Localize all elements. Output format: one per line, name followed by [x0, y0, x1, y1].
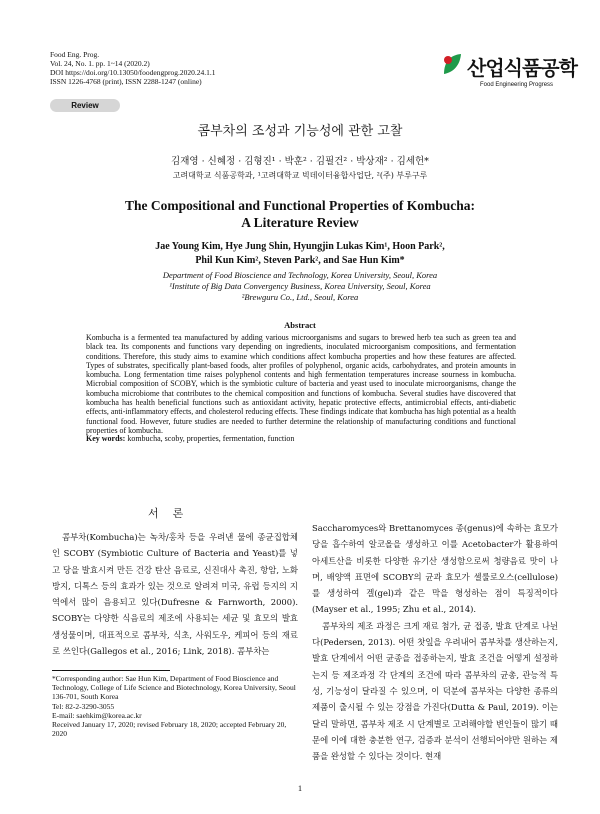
- journal-meta: [50, 50, 215, 86]
- keywords-list: kombucha, scoby, properties, fermentation, function: [127, 434, 295, 443]
- body-paragraph: Saccharomyces와 Brettanomyces 종(genus)에 속하는 효모가 당을 흡수하여 알코올을 생성하고 이를 Acetobacter가 활용하여 아세트산을 비롯한 다양한 유기산 생성함으로써 청량음료 맛이 나며, 배양액 표면에 SCOBY의 균과 효모가 셀룰로오스(cellulose)를 생성하여 겔(gel)과 같은 막을 형성하는 점이 특징적이다(Mayser et al., 1995; Zhu et al., 2014).: [312, 523, 558, 615]
- logo-leaf-icon: [440, 52, 464, 78]
- journal-name: Food Eng. Prog.: [50, 50, 100, 59]
- korean-authors: 김재영 · 신혜정 · 김형진¹ · 박훈² · 김필건² · 박상재² · 김세헌*: [171, 156, 429, 167]
- body-paragraph: 콤부차의 제조 과정은 크게 재료 첨가, 균 접종, 발효 단계로 나뉜다(Pedersen, 2013). 어떤 찻잎을 우려내어 콤부차를 생산하는지, 발효 단계에서 어떤 균종을 접종하는지, 발효 조건을 어떻게 설정하는지 등 제조과정 각 단계의 조건에 따라 콤부차의 균총, 관능적 특성, 기능성이 달라질 수 있으며, 이 덕분에 콤부차는 다양한 종류의 제품이 출시될 수 있는 강점을 가진다(Dutta & Paul, 2019). 이는 달리 말하면, 콤부차 제조 시 단계별로 고려해야할 변인들이 많기 때문에 이에 대한 충분한 연구, 검증과 분석이 선행되어야만 원하는 제품을 완성할 수 있다는 것이다. 현재: [312, 620, 558, 762]
- english-authors: [0, 240, 600, 268]
- body-right-column: [312, 520, 558, 764]
- footnote-corresponding: *Corresponding author: Sae Hun Kim, Department of Food Bioscience and Technology, College of Life Science and Biotechnology, Korea University, Seoul 136-701, South Korea: [52, 674, 296, 702]
- article-type-badge: Review: [50, 99, 120, 112]
- body-paragraph: 콤부차(Kombucha)는 녹차/홍차 등을 우려낸 물에 종균집합체인 SCOBY (Symbiotic Culture of Bacteria and Yeast)를 넣고 당을 발효시켜 만든 건강 탄산 음료로, 신진대사 촉진, 항암, 노화방지, 디톡스 등의 효과가 있는 것으로 알려져 미국, 유럽 등지의 지역에서 많이 음용되고 있다(Dufresne & Farnworth, 2000). SCOBY는 다양한 식음료의 제조에 사용되는 세균 및 효모의 발효 생성물이며, 대표적으로 콤부차, 식초, 사워도우, 케피어 등의 재료로 쓰인다(Gallegos et al., 2016; Link, 2018). 콤부차는: [52, 532, 298, 657]
- korean-title: 콤부차의 조성과 기능성에 관한 고찰: [197, 124, 403, 139]
- body-left-column: [52, 529, 298, 659]
- footnote-email[interactable]: E-mail: saehkim@korea.ac.kr: [52, 710, 142, 720]
- abstract-text: Kombucha is a fermented tea manufactured by adding various microorganisms and sugars to brewed herb tea such as green tea and black tea. Its components and functions vary depending on ingredients, inoculated microorganism compositions, and fermentation conditions. Therefore, this study aims to examine which conditions affect kombucha properties and how these features are affected. Types of substrates, specifically plant-based foods, alter profiles of polyphenol, organic acids, carbohydrates, and protein amounts in kombucha. Long fermentation time raises polyphenol contents and high fermentation temperatures increase sourness in kombucha. Microbial composition of SCOBY, which is the symbiotic culture of bacteria and yeast used to inoculate microorganisms, change the kombucha microbiome that contributes to the chemical composition and functions of kombucha. Several studies have discovered that kombucha has health beneficial functions such as antioxidant activity, hepatic protective effects, antimicrobial effects, anti-diabetic effects, anti-inflammatory effects, and cholesterol reducing effects. These findings indicate that kombucha has high potential as a health functional food. However, future studies are needed to further determine the relationship of manufacturing conditions and functional properties of kombucha.: [86, 333, 516, 435]
- page-number: 1: [297, 783, 303, 793]
- english-authors-line1: Jae Young Kim, Hye Jung Shin, Hyungjin Lukas Kim¹, Hoon Park²,: [155, 241, 445, 252]
- footnote-divider: [52, 670, 170, 671]
- english-title-line1: The Compositional and Functional Properties of Kombucha:: [124, 198, 476, 213]
- keywords-label: Key words:: [86, 434, 126, 443]
- keywords: [86, 434, 294, 443]
- journal-logo: [440, 50, 577, 94]
- affiliation-2: ¹Institute of Big Data Convergency Business, Korea University, Seoul, Korea: [169, 281, 431, 291]
- journal-issn: ISSN 1226-4768 (print), ISSN 2288-1247 (online): [50, 77, 202, 86]
- footnote: [52, 674, 298, 738]
- footnote-tel: Tel: 82-2-3290-3055: [52, 701, 115, 711]
- footnote-dates: Received January 17, 2020; revised February 18, 2020; accepted February 20, 2020: [52, 720, 287, 739]
- affiliation-3: ²Brewguru Co., Ltd., Seoul, Korea: [241, 292, 359, 302]
- logo-text: 산업식품공학: [467, 56, 577, 80]
- logo-subtitle: Food Engineering Progress: [480, 82, 554, 88]
- affiliation-1: Department of Food Bioscience and Technology, Korea University, Seoul, Korea: [162, 270, 438, 280]
- english-title-line2: A Literature Review: [241, 215, 359, 230]
- journal-doi[interactable]: DOI https://doi.org/10.13050/foodengprog.2020.24.1.1: [50, 68, 216, 77]
- english-affiliations: [0, 270, 600, 303]
- abstract-heading: Abstract: [284, 320, 316, 330]
- english-title: [0, 197, 600, 231]
- english-authors-line2: Phil Kun Kim², Steven Park², and Sae Hun Kim*: [195, 255, 405, 266]
- korean-affiliations: 고려대학교 식품공학과, ¹고려대학교 빅데이터융합사업단, ²(주) 부루구루: [172, 171, 428, 180]
- journal-volume: Vol. 24, No. 1. pp. 1~14 (2020.2): [50, 59, 150, 68]
- section-title: 서론: [148, 507, 198, 520]
